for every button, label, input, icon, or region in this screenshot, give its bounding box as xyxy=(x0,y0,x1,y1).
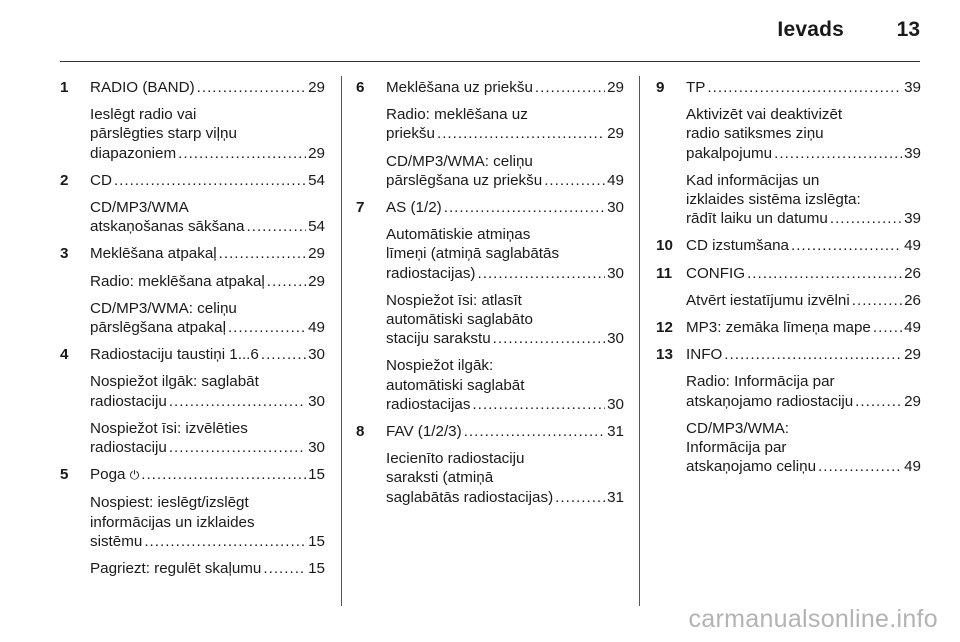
column-divider xyxy=(341,76,342,606)
toc-entry xyxy=(656,78,921,228)
toc-text: radiostacijas xyxy=(386,395,471,413)
toc-line-with-page[interactable] xyxy=(90,438,325,457)
page-reference: 39 xyxy=(904,210,921,228)
toc-column-3 xyxy=(656,78,921,484)
page-reference: 29 xyxy=(308,144,325,162)
toc-entry-sub xyxy=(656,291,921,310)
toc-entry xyxy=(356,78,624,190)
dot-leader xyxy=(774,144,902,163)
toc-line: saraksti (atmiņā xyxy=(386,469,494,487)
toc-text: pakalpojumu xyxy=(686,144,773,162)
page-reference: 31 xyxy=(607,488,624,506)
toc-line: automātiski saglabāto xyxy=(386,311,533,329)
page-title: Ievads xyxy=(777,18,844,41)
toc-line-with-page[interactable] xyxy=(386,171,624,190)
toc-text: Pagriezt: regulēt skaļumu xyxy=(90,560,262,578)
toc-line-with-page[interactable] xyxy=(686,457,921,476)
dot-leader xyxy=(852,291,902,310)
toc-entry xyxy=(60,465,325,578)
toc-text: CD xyxy=(90,171,112,189)
page-reference: 29 xyxy=(308,79,325,96)
watermark: carmanualsonline.info xyxy=(688,605,938,633)
dot-leader xyxy=(707,78,902,97)
page-header xyxy=(0,0,960,62)
toc-line-with-page[interactable] xyxy=(686,236,921,255)
toc-entry-sub xyxy=(356,449,624,507)
toc-text: pārslēgšana uz priekšu xyxy=(386,171,543,189)
toc-entry xyxy=(60,78,325,163)
toc-entry-sub xyxy=(60,493,325,551)
toc-line: līmeņi (atmiņā saglabātās xyxy=(386,245,560,263)
toc-line-with-page[interactable] xyxy=(90,144,325,163)
page-reference: 39 xyxy=(904,144,921,162)
toc-entry xyxy=(60,171,325,237)
toc-line-with-page[interactable] xyxy=(686,209,921,228)
page-reference: 29 xyxy=(308,272,325,290)
dot-leader xyxy=(791,236,902,255)
page-reference: 30 xyxy=(607,395,624,413)
page-reference: 39 xyxy=(904,79,921,96)
toc-line-with-page[interactable] xyxy=(386,488,624,507)
entry-number: 11 xyxy=(656,264,673,282)
toc-line-with-page[interactable] xyxy=(686,78,921,97)
dot-leader xyxy=(724,345,902,364)
page-reference: 29 xyxy=(904,346,921,364)
entry-number: 5 xyxy=(60,466,69,484)
dot-leader xyxy=(472,395,605,414)
toc-line-with-page[interactable] xyxy=(686,291,921,310)
entry-number: 6 xyxy=(356,79,365,96)
toc-entry-sub xyxy=(60,559,325,578)
dot-leader xyxy=(493,329,605,348)
toc-line-with-page[interactable] xyxy=(90,318,325,337)
page-reference: 15 xyxy=(308,466,325,484)
page-reference: 29 xyxy=(904,392,921,410)
toc-text: staciju sarakstu xyxy=(386,330,491,348)
toc-text: Meklēšana atpakaļ xyxy=(90,245,217,263)
dot-leader xyxy=(747,264,902,283)
toc-text: AS (1/2) xyxy=(386,199,442,217)
page-reference: 49 xyxy=(308,319,325,337)
toc-line-with-page[interactable] xyxy=(90,78,325,97)
page-reference: 49 xyxy=(904,319,921,337)
toc-line: Radio: Informācija par xyxy=(686,373,835,391)
dot-leader xyxy=(219,244,306,263)
toc-line-with-page[interactable] xyxy=(386,198,624,217)
entry-number: 8 xyxy=(356,423,365,441)
toc-text: radiostaciju xyxy=(90,392,167,410)
dot-leader xyxy=(197,78,306,97)
toc-entry xyxy=(656,345,921,476)
dot-leader xyxy=(444,198,605,217)
entry-number: 7 xyxy=(356,199,365,217)
toc-entry-main xyxy=(60,171,325,190)
toc-text: saglabātās radiostacijas) xyxy=(386,488,554,506)
toc-entry-main xyxy=(656,236,921,255)
dot-leader xyxy=(178,144,306,163)
toc-line: Radio: meklēšana uz xyxy=(386,106,528,124)
toc-line-with-page[interactable] xyxy=(90,392,325,411)
toc-text: pārslēgšana atpakaļ xyxy=(90,319,226,337)
toc-line-with-page[interactable] xyxy=(90,532,325,551)
page-reference: 30 xyxy=(607,330,624,348)
toc-entry-sub xyxy=(656,105,921,163)
toc-entry-main xyxy=(656,78,921,97)
toc-entry xyxy=(656,264,921,310)
toc-line: Aktivizēt vai deaktivizēt xyxy=(686,106,843,124)
page-number: 13 xyxy=(896,18,920,41)
toc-entry-main xyxy=(656,345,921,364)
toc-line: Nospiežot ilgāk: saglabāt xyxy=(90,373,259,391)
toc-line: Nospiežot ilgāk: xyxy=(386,357,494,375)
dot-leader xyxy=(855,392,902,411)
entry-number: 1 xyxy=(60,79,69,96)
toc-text: Radio: meklēšana atpakaļ xyxy=(90,272,265,290)
toc-line-with-page[interactable] xyxy=(386,124,624,143)
dot-leader xyxy=(873,318,902,337)
page-reference: 29 xyxy=(607,79,624,96)
toc-entry xyxy=(356,198,624,414)
toc-entry xyxy=(60,345,325,457)
toc-line: Nospiežot īsi: atlasīt xyxy=(386,291,522,309)
toc-entry-sub xyxy=(356,356,624,414)
toc-line: automātiski saglabāt xyxy=(386,376,525,394)
toc-entry-main xyxy=(60,244,325,263)
toc-line-with-page[interactable] xyxy=(686,318,921,337)
toc-text: rādīt laiku un datumu xyxy=(686,210,828,228)
toc-line: CD/MP3/WMA: celiņu xyxy=(90,299,237,317)
dot-leader xyxy=(267,272,306,291)
toc-entry-sub xyxy=(60,372,325,410)
toc-line: CD/MP3/WMA xyxy=(90,199,189,217)
page-reference: 30 xyxy=(308,346,325,364)
toc-text: sistēmu xyxy=(90,532,143,550)
toc-line-with-page[interactable] xyxy=(686,392,921,411)
page-reference: 15 xyxy=(308,532,325,550)
toc-entry xyxy=(656,318,921,337)
entry-number: 10 xyxy=(656,237,673,255)
toc-entry-main xyxy=(356,422,624,441)
page-reference: 30 xyxy=(308,439,325,457)
dot-leader xyxy=(114,171,306,190)
toc-line-with-page[interactable] xyxy=(686,345,921,364)
toc-text: RADIO (BAND) xyxy=(90,79,195,96)
toc-line-with-page[interactable] xyxy=(90,559,325,578)
toc-entry-sub xyxy=(60,105,325,163)
toc-line-with-page[interactable] xyxy=(386,395,624,414)
toc-line: Nospiežot īsi: izvēlēties xyxy=(90,419,248,437)
page-reference: 54 xyxy=(308,171,325,189)
page-reference: 26 xyxy=(904,264,921,282)
dot-leader xyxy=(263,559,306,578)
toc-entry-sub xyxy=(356,105,624,143)
entry-number: 2 xyxy=(60,171,69,189)
toc-text: Poga xyxy=(90,466,126,484)
toc-line-with-page[interactable] xyxy=(90,465,325,485)
toc-line-with-page[interactable] xyxy=(90,171,325,190)
page-reference: 29 xyxy=(308,245,325,263)
dot-leader xyxy=(544,171,605,190)
dot-leader xyxy=(141,465,306,484)
toc-entry-main xyxy=(60,465,325,485)
toc-line: Informācija par xyxy=(686,439,787,457)
toc-line: informācijas un izklaides xyxy=(90,513,255,531)
toc-column-2 xyxy=(356,78,624,515)
toc-column-1 xyxy=(60,78,325,586)
dot-leader xyxy=(818,457,902,476)
toc-text: priekšu xyxy=(386,125,435,143)
toc-text: atskaņojamo celiņu xyxy=(686,458,817,476)
toc-text: diapazoniem xyxy=(90,144,177,162)
toc-text: Atvērt iestatījumu izvēlni xyxy=(686,291,850,309)
toc-text: FAV (1/2/3) xyxy=(386,423,462,441)
dot-leader xyxy=(535,78,605,97)
page-reference: 29 xyxy=(607,125,624,143)
toc-text: INFO xyxy=(686,346,723,364)
dot-leader xyxy=(477,264,605,283)
page-reference: 30 xyxy=(607,199,624,217)
toc-text: radiostaciju xyxy=(90,439,167,457)
toc-entry-sub xyxy=(60,198,325,236)
toc-entry-sub xyxy=(356,225,624,283)
toc-entry xyxy=(60,244,325,337)
entry-number: 3 xyxy=(60,245,69,263)
column-divider xyxy=(639,76,640,606)
toc-text: radiostacijas) xyxy=(386,264,476,282)
page-reference: 49 xyxy=(607,171,624,189)
toc-entry-main xyxy=(356,198,624,217)
dot-leader xyxy=(169,438,306,457)
toc-entry-sub xyxy=(656,372,921,410)
power-icon: ⏻ xyxy=(129,468,140,483)
page-reference: 26 xyxy=(904,291,921,309)
toc-entry-sub xyxy=(60,299,325,337)
toc-line: radio satiksmes ziņu xyxy=(686,125,824,143)
toc-entry-sub xyxy=(656,419,921,477)
toc-text: atskaņojamo radiostaciju xyxy=(686,392,854,410)
toc-line-with-page[interactable] xyxy=(386,329,624,348)
page-reference: 49 xyxy=(904,237,921,255)
toc-text: CONFIG xyxy=(686,264,746,282)
toc-entry xyxy=(656,236,921,255)
toc-text: TP xyxy=(686,79,706,96)
header-rule xyxy=(60,61,920,62)
toc-entry-sub xyxy=(60,272,325,291)
toc-line-with-page[interactable] xyxy=(90,345,325,364)
toc-text: Meklēšana uz priekšu xyxy=(386,79,533,96)
toc-entry-main xyxy=(656,264,921,283)
toc-line-with-page[interactable] xyxy=(90,244,325,263)
page-reference: 49 xyxy=(904,458,921,476)
dot-leader xyxy=(555,488,605,507)
toc-text: atskaņošanas sākšana xyxy=(90,218,245,236)
toc-line: izklaides sistēma izslēgta: xyxy=(686,191,861,209)
toc-entry xyxy=(356,422,624,507)
toc-line: Nospiest: ieslēgt/izslēgt xyxy=(90,494,249,512)
page-reference: 30 xyxy=(607,264,624,282)
toc-line: CD/MP3/WMA: xyxy=(686,419,789,437)
toc-entry-main xyxy=(356,78,624,97)
toc-line: Automātiskie atmiņas xyxy=(386,226,531,244)
toc-line-with-page[interactable] xyxy=(90,272,325,291)
dot-leader xyxy=(228,318,306,337)
page-reference: 30 xyxy=(308,392,325,410)
page-reference: 15 xyxy=(308,560,325,578)
toc-line: Iecienīto radiostaciju xyxy=(386,450,525,468)
dot-leader xyxy=(464,422,605,441)
entry-number: 4 xyxy=(60,346,69,364)
toc-line-with-page[interactable] xyxy=(90,217,325,236)
toc-line: CD/MP3/WMA: celiņu xyxy=(386,152,533,170)
dot-leader xyxy=(437,124,605,143)
toc-entry-main xyxy=(656,318,921,337)
toc-line-with-page[interactable] xyxy=(386,264,624,283)
toc-line: pārslēgties starp viļņu xyxy=(90,125,237,143)
toc-entry-main xyxy=(60,345,325,364)
dot-leader xyxy=(830,209,902,228)
entry-number: 12 xyxy=(656,319,673,337)
entry-number: 9 xyxy=(656,79,665,96)
page-reference: 31 xyxy=(607,423,624,441)
dot-leader xyxy=(144,532,306,551)
toc-entry-main xyxy=(60,78,325,97)
dot-leader xyxy=(261,345,306,364)
dot-leader xyxy=(169,392,306,411)
toc-line-with-page[interactable] xyxy=(386,422,624,441)
toc-line-with-page[interactable] xyxy=(386,78,624,97)
toc-line: Kad informācijas un xyxy=(686,171,820,189)
toc-entry-sub xyxy=(356,152,624,190)
toc-text: Radiostaciju taustiņi 1...6 xyxy=(90,346,259,364)
dot-leader xyxy=(247,217,307,236)
page-reference: 54 xyxy=(308,218,325,236)
toc-line-with-page[interactable] xyxy=(686,264,921,283)
toc-entry-sub xyxy=(356,291,624,349)
entry-number: 13 xyxy=(656,346,673,364)
toc-text: CD izstumšana xyxy=(686,237,789,255)
toc-line-with-page[interactable] xyxy=(686,144,921,163)
toc-text: MP3: zemāka līmeņa mape xyxy=(686,319,871,337)
toc-line: Ieslēgt radio vai xyxy=(90,106,197,124)
toc-entry-sub xyxy=(656,171,921,229)
toc-entry-sub xyxy=(60,419,325,457)
